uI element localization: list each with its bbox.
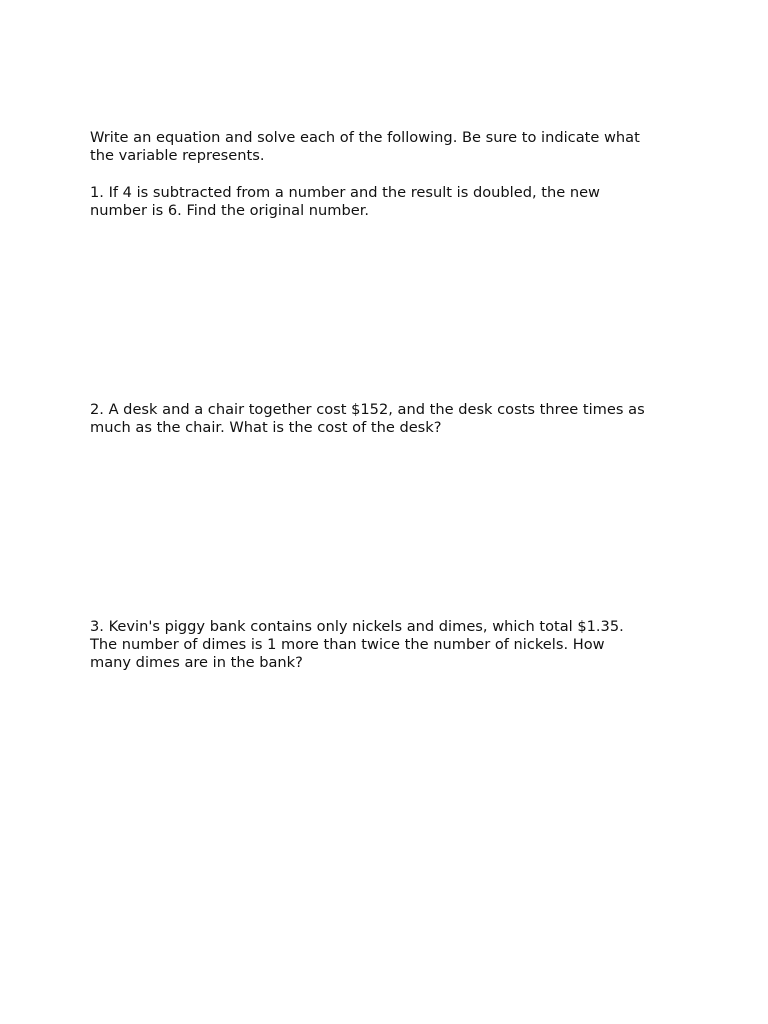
question-3: 3. Kevin's piggy bank contains only nickels and dimes, which total $1.35. The number of dimes is 1 more than twice the number of nickels. How many dimes are in the bank? [90,618,624,671]
question-1: 1. If 4 is subtracted from a number and the result is doubled, the new number is 6. Find the original number. [90,184,600,219]
question-2: 2. A desk and a chair together cost $152, and the desk costs three times as much as the chair. What is the cost of the desk? [90,401,645,436]
worksheet-instructions: Write an equation and solve each of the following. Be sure to indicate what the variable represents. [90,129,640,164]
